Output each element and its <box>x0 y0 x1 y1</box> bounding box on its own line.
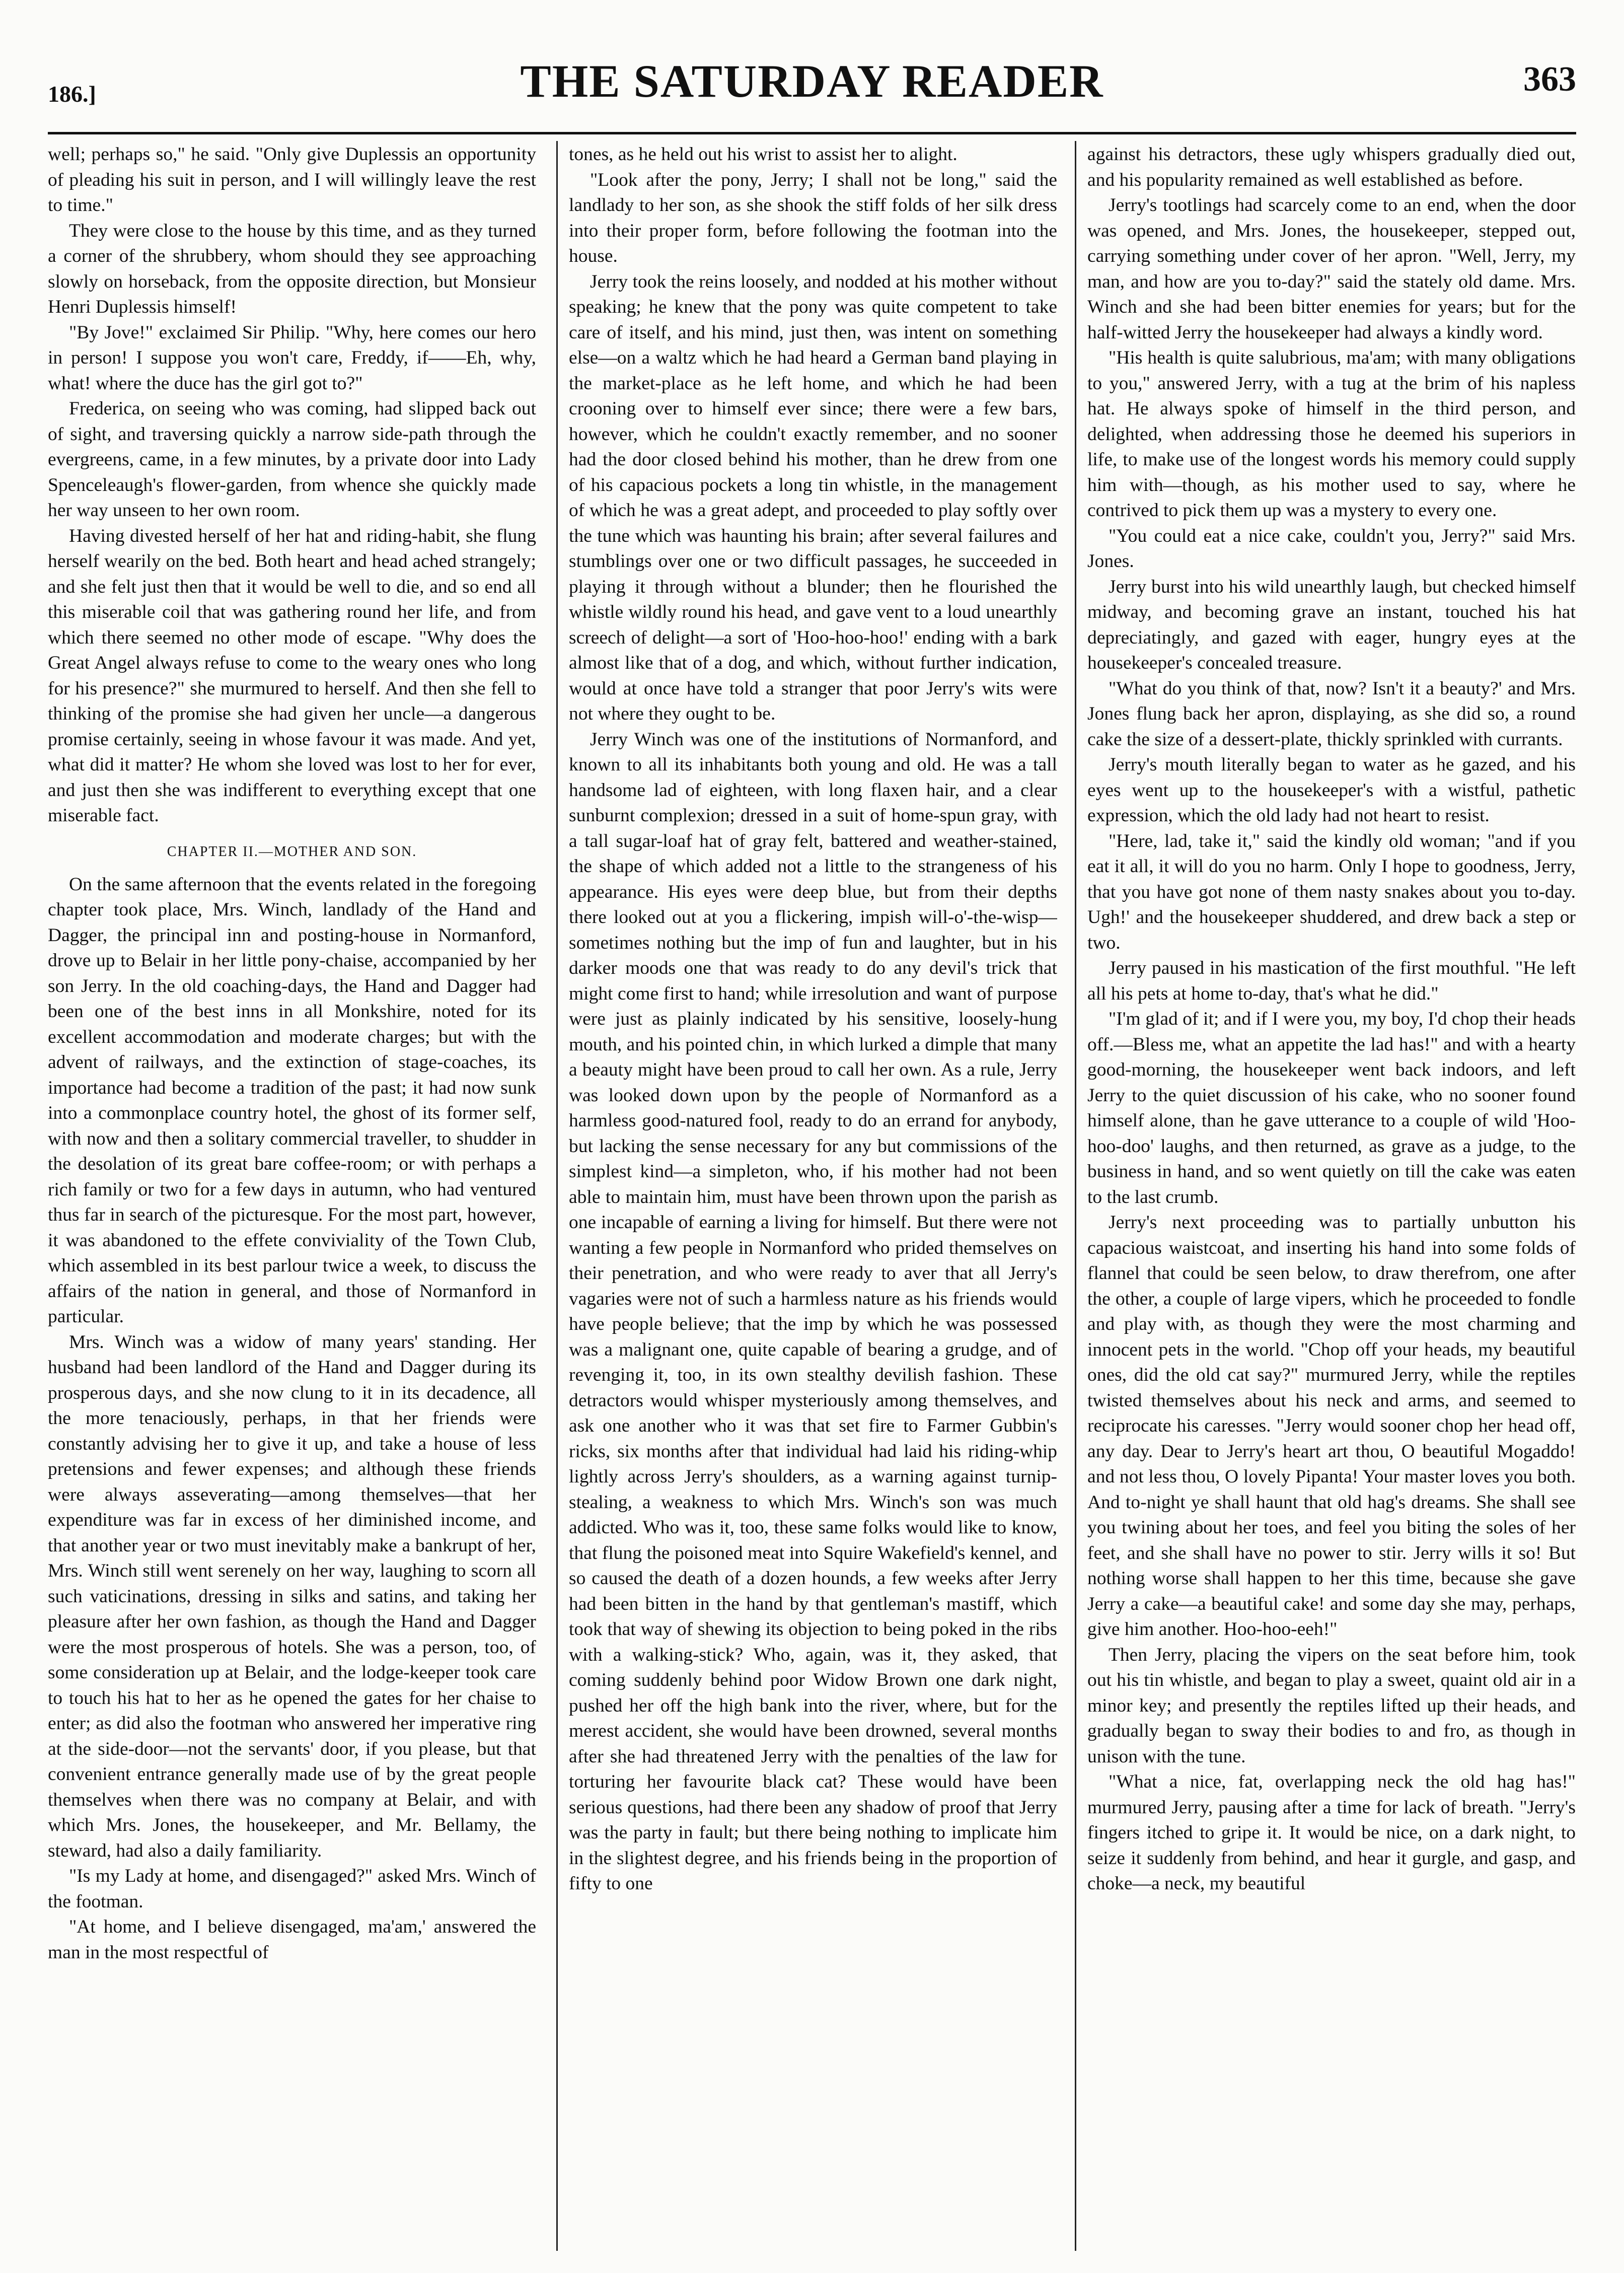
paragraph: "Look after the pony, Jerry; I shall not be long," said the landlady to her son, as she shook the stiff folds of her silk dress into their proper form, before following the footman into the house. <box>569 169 1057 266</box>
paragraph: Jerry's mouth literally began to water as he gazed, and his eyes went up to the housekeeper's with a wistful, pathetic expression, which the old lady had not heart to resist. <box>1087 754 1576 826</box>
paragraph: tones, as he held out his wrist to assist her to alight. <box>569 144 957 165</box>
paragraph: "You could eat a nice cake, couldn't you, Jerry?" said Mrs. Jones. <box>1087 525 1576 572</box>
paragraph: They were close to the house by this time, and as they turned a corner of the shrubbery, whom should they see approaching slowly on horseback, from the opposite direction, but Monsieur Henri Duplessis himself! <box>48 220 536 317</box>
paragraph: Frederica, on seeing who was coming, had slipped back out of sight, and traversing quickly a narrow side-path through the evergreens, came, in a few minutes, by a private door into Lady Spenceleaugh's flower-garden, from whence she quickly made her way unseen to her own room. <box>48 398 536 521</box>
paragraph: "I'm glad of it; and if I were you, my boy, I'd chop their heads off.—Bless me, what an appetite the lad has!" and with a hearty good-morning, the housekeeper went back indoors, and left Jerry to the quiet discussion of his cake, who no sooner found himself alone, than he gave utterance to a couple of wild 'Hoo-hoo-doo' laughs, and then returned, as grave as a judge, to the business in hand, and so went quietly on till the cake was eaten to the last crumb. <box>1087 1009 1576 1207</box>
text-column-1 <box>48 142 536 2247</box>
column-divider <box>556 141 558 2251</box>
paragraph: against his detractors, these ugly whispers gradually died out, and his popularity remained as well established as before. <box>1087 144 1576 190</box>
paragraph: "Here, lad, take it," said the kindly old woman; "and if you eat it all, it will do you no harm. Only I hope to goodness, Jerry, that you have got none of them nasty snakes about you to-day. Ugh!' and the housekeeper shuddered, and drew back a step or two. <box>1087 830 1576 953</box>
paragraph: Having divested herself of her hat and riding-habit, she flung herself wearily on the bed. Both heart and head ached strangely; and she felt just then that it would be well to die, and so end all this miserable coil that was gathering round her life, and from which there seemed no other mode of escape. "Why does the Great Angel always refuse to come to the weary ones who long for his presence?" she murmured to herself. And then she fell to thinking of the promise she had given her uncle—a dangerous promise certainly, seeing in whose favour it was made. And yet, what did it matter? He whom she loved was lost to her for ever, and just then she was indifferent to everything except that one miserable fact. <box>48 525 536 826</box>
paragraph: "By Jove!" exclaimed Sir Philip. "Why, here comes our hero in person! I suppose you won't care, Freddy, if——Eh, why, what! where the duce has the girl got to?" <box>48 322 536 394</box>
header-date: 186.] <box>48 81 96 107</box>
paragraph: "What a nice, fat, overlapping neck the old hag has!" murmured Jerry, pausing after a time for lack of breath. "Jerry's fingers itched to gripe it. It would be nice, on a dark night, to seize it suddenly from behind, and hear it gurgle, and gasp, and choke—a neck, my beautiful <box>1087 1771 1576 1894</box>
paragraph: Jerry took the reins loosely, and nodded at his mother without speaking; he knew that the pony was quite competent to take care of itself, and his mind, just then, was intent on something else—on a waltz which he had heard a German band playing in the market-place as he left home, and which he had been crooning over to himself ever since; there were a few bars, however, which he couldn't exactly remember, and no sooner had the door closed behind his mother, than he drew from one of his capacious pockets a long tin whistle, in the management of which he was a great adept, and proceeded to play softly over the tune which was haunting his brain; after several failures and stumblings over one or two difficult passages, he succeeded in playing it through without a blunder; then he flourished the whistle wildly round his head, and gave vent to a loud unearthly screech of delight—a sort of 'Hoo-hoo-hoo!' ending with a bark almost like that of a dog, and which, without further indication, would at once have told a stranger that poor Jerry's wits were not where they ought to be. <box>569 271 1057 724</box>
paragraph: Jerry's tootlings had scarcely come to an end, when the door was opened, and Mrs. Jones, the housekeeper, stepped out, carrying something under cover of her apron. "Well, Jerry, my man, and how are you to-day?" said the stately old dame. Mrs. Winch and she had been bitter enemies for years; but for the half-witted Jerry the housekeeper had always a kindly word. <box>1087 195 1576 343</box>
text-column-2 <box>569 142 1057 2247</box>
paragraph: Jerry Winch was one of the institutions of Normanford, and known to all its inhabitants both young and old. He was a tall handsome lad of eighteen, with long flaxen hair, and a clear sunburnt complexion; dressed in a suit of home-spun gray, with a tall sugar-loaf hat of gray felt, battered and weather-stained, the shape of which added not a little to the strangeness of his appearance. His eyes were deep blue, but from their depths there looked out at you a flickering, impish will-o'-the-wisp—sometimes nothing but the imp of fun and laughter, but in his darker moods one that was ready to do any devil's trick that might come first to hand; while irresolution and want of purpose were just as plainly indicated by his sensitive, loosely-hung mouth, and his pointed chin, in which lurked a dimple that many a beauty might have been proud to call her own. As a rule, Jerry was looked down upon by the people of Normanford as a harmless good-natured fool, ready to do an errand for anybody, but lacking the sense necessary for any but commissions of the simplest kind—a simpleton, who, if his mother had not been able to maintain him, must have been thrown upon the parish as one incapable of earning a living for himself. But there were not wanting a few people in Normanford who prided themselves on their penetration, and who were ready to aver that all Jerry's vagaries were not of such a harmless nature as his friends would have people believe; that the imp by which he was possessed was a malignant one, quite capable of bearing a grudge, and of revenging it, too, in its own stealthy devilish fashion. These detractors would whisper mysteriously among themselves, and ask one another who it was that set fire to Farmer Gubbin's ricks, six months after that individual had laid his riding-whip lightly across Jerry's shoulders, as a warning against turnip-stealing, a weakness to which Mrs. Winch's son was much addicted. Who was it, too, these same folks would like to know, that flung the poisoned meat into Squire Wakefield's kennel, and so caused the death of a dozen hounds, a few weeks after Jerry had been bitten in the hand by that gentleman's mastiff, which took that way of shewing its objection to being poked in the ribs with a walking-stick? Who, again, was it, they asked, that coming suddenly behind poor Widow Brown one dark night, pushed her off the high bank into the river, where, but for the merest accident, she would have been drowned, several months after she had threatened Jerry with the penalties of the law for torturing her favourite black cat? These would have been serious questions, had there been any shadow of proof that Jerry was the party in fault; but there being nothing to implicate him in the slightest degree, and his friends being in the proportion of fifty to one <box>569 729 1057 1894</box>
paragraph: Jerry burst into his wild unearthly laugh, but checked himself midway, and becoming grave an instant, touched his hat depreciatingly, and gazed with eager, hungry eyes at the housekeeper's concealed treasure. <box>1087 576 1576 673</box>
page-header <box>48 54 1576 130</box>
paragraph: Jerry paused in his mastication of the first mouthful. "He left all his pets at home to-day, that's what he did." <box>1087 958 1576 1004</box>
paragraph: "What do you think of that, now? Isn't it a beauty?' and Mrs. Jones flung back her apron, displaying, as she did so, a round cake the size of a dessert-plate, thickly sprinkled with currants. <box>1087 678 1576 750</box>
paragraph: well; perhaps so," he said. "Only give Duplessis an opportunity of pleading his suit in person, and I will willingly leave the rest to time." <box>48 144 536 216</box>
paragraph: "Is my Lady at home, and disengaged?" asked Mrs. Winch of the footman. <box>48 1866 536 1912</box>
paragraph: "At home, and I believe disengaged, ma'am,' answered the man in the most respectful of <box>48 1916 536 1963</box>
paragraph: Jerry's next proceeding was to partially unbutton his capacious waistcoat, and inserting his hand into some folds of flannel that could be seen below, to draw therefrom, one after the other, a couple of large vipers, which he proceeded to fondle and play with, as though they were the most charming and innocent pets in the world. "Chop off your heads, my beautiful ones, did the old cat say?" murmured Jerry, while the reptiles twisted themselves about his neck and arms, and seemed to reciprocate his caresses. "Jerry would sooner chop her head off, any day. Dear to Jerry's heart art thou, O beautiful Mogaddo! and not less thou, O lovely Pipanta! Your master loves you both. And to-night ye shall haunt that old hag's dreams. She shall see you twining about her toes, and feel you biting the soles of her feet, and she shall have no power to stir. Jerry wills it so! But nothing worse shall happen to her this time, because she gave Jerry a cake—a beautiful cake! and some day she may, perhaps, give him another. Hoo-hoo-eeh!" <box>1087 1212 1576 1640</box>
publication-title: THE SATURDAY READER <box>520 55 1104 107</box>
paragraph: Then Jerry, placing the vipers on the seat before him, took out his tin whistle, and began to play a sweet, quaint old air in a minor key; and presently the reptiles lifted up their heads, and gradually began to sway their bodies to and fro, as though in unison with the tune. <box>1087 1644 1576 1767</box>
paragraph: Mrs. Winch was a widow of many years' standing. Her husband had been landlord of the Hand and Dagger during its prosperous days, and she now clung to it in its decadence, all the more tenaciously, perhaps, in that her friends were constantly advising her to give it up, and take a house of less pretensions and fewer expenses; and although these friends were always asseverating—among themselves—that her expenditure was far in excess of her diminished income, and that another year or two must inevitably make a bankrupt of her, Mrs. Winch still went serenely on her way, laughing to scorn all such vaticinations, dressing in silks and satins, and taking her pleasure after her own fashion, as though the Hand and Dagger were the most prosperous of hotels. She was a person, too, of some consideration up at Belair, and the lodge-keeper took care to touch his hat to her as he opened the gates for her chaise to enter; as did also the footman who answered her imperative ring at the side-door—not the servants' door, if you please, but that convenient entrance generally made use of by the great people themselves when there was no company at Belair, and with which Mrs. Jones, the housekeeper, and Mr. Bellamy, the steward, had also a daily familiarity. <box>48 1331 536 1861</box>
chapter-heading: CHAPTER II.—MOTHER AND SON. <box>167 843 417 860</box>
page-number: 363 <box>1523 60 1576 99</box>
column-divider <box>1075 141 1076 2251</box>
paragraph: On the same afternoon that the events related in the foregoing chapter took place, Mrs. Winch, landlady of the Hand and Dagger, the principal inn and posting-house in Normanford, drove up to Belair in her little pony-chaise, accompanied by her son Jerry. In the old coaching-days, the Hand and Dagger had been one of the best inns in all Monkshire, noted for its excellent accommodation and moderate charges; but with the advent of railways, and the extinction of stage-coaches, its importance had become a tradition of the past; it had now sunk into a commonplace country hotel, the ghost of its former self, with now and then a solitary commercial traveller, to shudder in the desolation of its great bare coffee-room; or with perhaps a rich family or two for a few days in autumn, who had ventured thus far in search of the picturesque. For the most part, however, it was abandoned to the effete conviviality of the Town Club, which assembled in its best parlour twice a week, to discuss the affairs of the nation in general, and those of Normanford in particular. <box>48 874 536 1327</box>
text-column-3 <box>1087 142 1576 2247</box>
header-rule <box>48 132 1576 134</box>
paragraph: "His health is quite salubrious, ma'am; with many obligations to you," answered Jerry, with a tug at the brim of his napless hat. He always spoke of himself in the third person, and delighted, when addressing those he deemed his superiors in life, to make use of the longest words his memory could supply him with—though, as his mother used to say, where he contrived to pick them up was a mystery to every one. <box>1087 347 1576 521</box>
